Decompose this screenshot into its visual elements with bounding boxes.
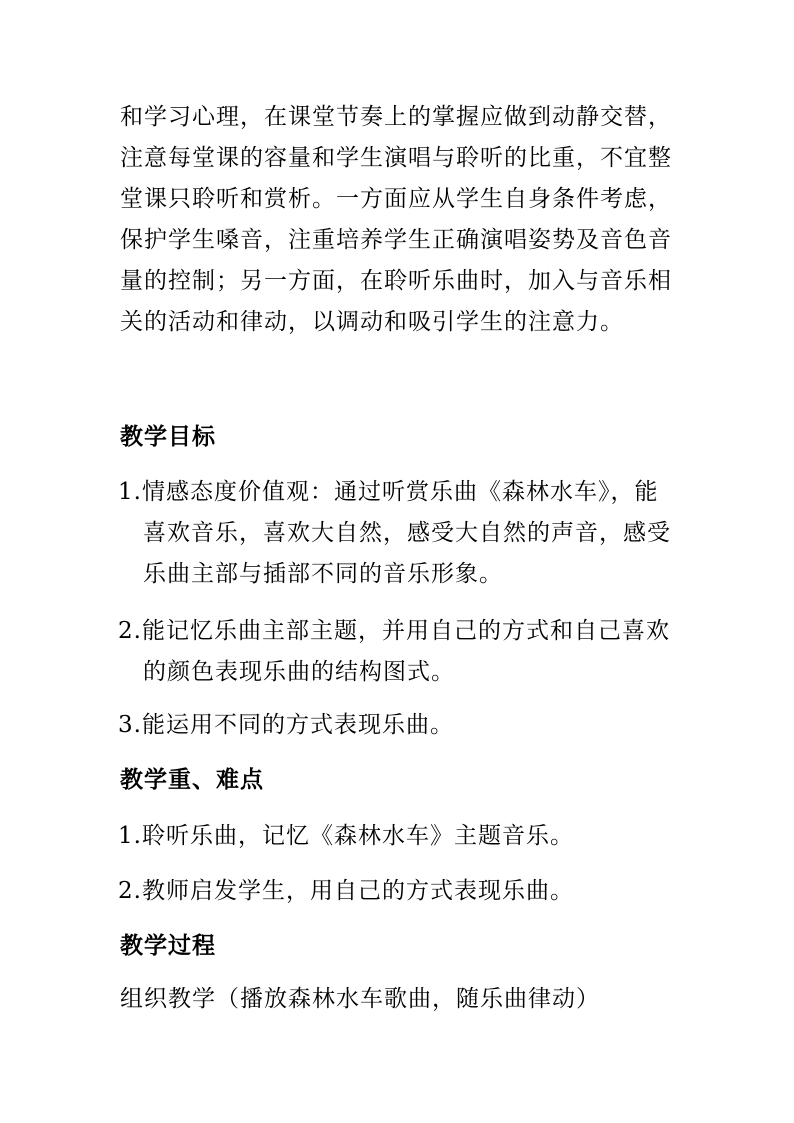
paragraph-line-3: 堂课只聆听和赏析。一方面应从学生自身条件考虑，: [120, 186, 672, 212]
goal-1-line-1: 1.情感态度价值观：通过听赏乐曲《森林水车》，能: [118, 479, 659, 505]
keypoints-heading: 教学重、难点: [120, 766, 264, 793]
paragraph-line-4: 保护学生嗓音，注重培养学生正确演唱姿势及音色音: [120, 227, 672, 253]
process-heading: 教学过程: [120, 932, 216, 959]
goal-1-line-3: 乐曲主部与插部不同的音乐形象。: [143, 561, 503, 587]
paragraph-line-5: 量的控制；另一方面，在聆听乐曲时，加入与音乐相: [120, 268, 672, 294]
keypoint-1: 1.聆听乐曲，记忆《森林水车》主题音乐。: [118, 823, 574, 849]
paragraph-line-2: 注意每堂课的容量和学生演唱与聆听的比重，不宜整: [120, 145, 672, 171]
paragraph-line-1: 和学习心理，在课堂节奏上的掌握应做到动静交替，: [120, 104, 672, 130]
goal-1-line-2: 喜欢音乐，喜欢大自然，感受大自然的声音，感受: [143, 520, 671, 546]
goal-2-line-1: 2.能记忆乐曲主部主题，并用自己的方式和自己喜欢: [118, 618, 670, 644]
paragraph-line-6: 关的活动和律动，以调动和吸引学生的注意力。: [120, 309, 624, 335]
process-line-1: 组织教学（播放森林水车歌曲，随乐曲律动）: [120, 986, 600, 1012]
keypoint-2: 2.教师启发学生，用自己的方式表现乐曲。: [118, 878, 574, 904]
goal-3-line-1: 3.能运用不同的方式表现乐曲。: [118, 712, 454, 738]
goal-2-line-2: 的颜色表现乐曲的结构图式。: [143, 659, 455, 685]
goals-heading: 教学目标: [120, 423, 216, 450]
